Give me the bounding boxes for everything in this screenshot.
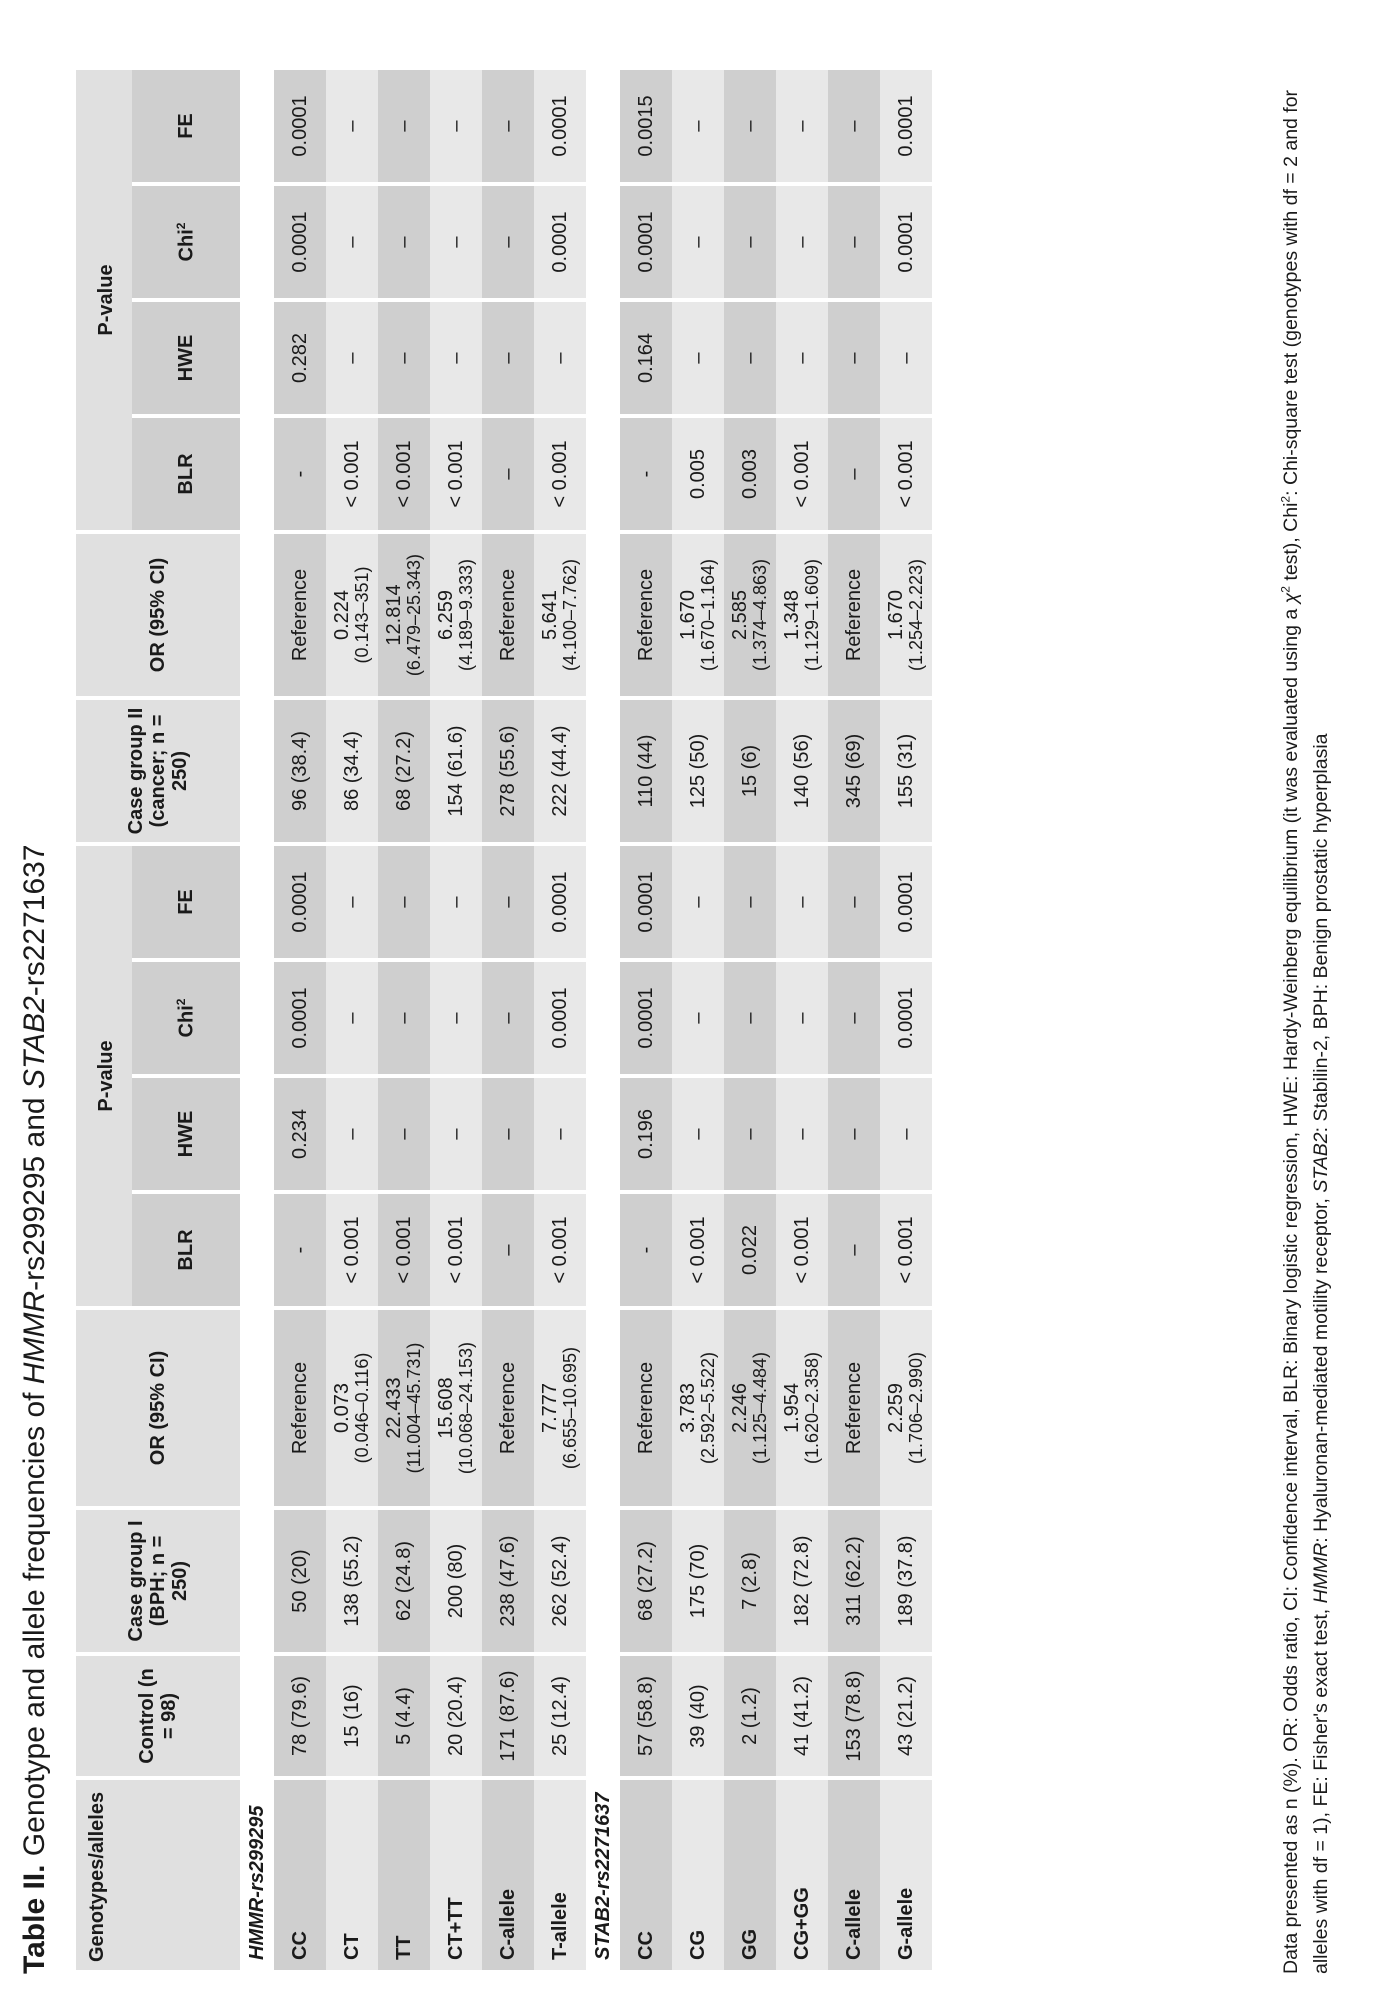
cell-chi2: 0.0001: [620, 186, 672, 298]
cell-case1: 50 (20): [274, 1510, 326, 1652]
or-value: Reference: [497, 1361, 519, 1455]
footnote-part1: Data presented as n (%). OR: Odds ratio, CI: Confidence interval, BLR: Binary logistic regression, HWE: Hardy-Weinberg equilibrium (it was evaluated using a: [1280, 608, 1302, 1974]
cell-case1: 238 (47.6): [482, 1510, 534, 1652]
cell-blr1: < 0.001: [378, 1194, 430, 1306]
footnote-hmmr: HMMR: [1310, 1542, 1333, 1604]
cell-hwe2: 0.164: [620, 302, 672, 414]
cell-chi1: –: [672, 962, 724, 1074]
or-value: Reference: [289, 1361, 311, 1455]
cell-or1: [880, 1310, 932, 1506]
cell-case2: 86 (34.4): [326, 700, 378, 842]
cell-chi2: 0.0001: [534, 186, 586, 298]
header-or2: OR (95% CI): [76, 534, 240, 696]
or-ci: (10.068–24.153): [456, 1341, 477, 1475]
header-pvalue1: P-value: [76, 846, 132, 1306]
header-pvalue2: P-value: [76, 70, 132, 530]
cell-fe1: –: [724, 846, 776, 958]
header-fe2: FE: [132, 70, 240, 182]
cell-case1: 62 (24.8): [378, 1510, 430, 1652]
caption-label: Table II.: [18, 1864, 51, 1974]
cell-fe1: –: [430, 846, 482, 958]
header-chi1-label: Chi: [175, 1005, 198, 1038]
header-control: Control (n = 98): [76, 1656, 240, 1776]
cell-fe2: –: [776, 70, 828, 182]
cell-blr1: < 0.001: [880, 1194, 932, 1306]
genotype-cell: C-allele: [482, 1780, 534, 1970]
cell-or1: [482, 1310, 534, 1506]
cell-fe1: –: [828, 846, 880, 958]
footnote-chi-symbol: χ: [1280, 592, 1302, 604]
cell-case1: 7 (2.8): [724, 1510, 776, 1652]
cell-blr2: 0.005: [672, 418, 724, 530]
footnote-part5: : Stabilin-2, BPH: Benign prostatic hyperplasia: [1310, 733, 1333, 1133]
cell-case1: 189 (37.8): [880, 1510, 932, 1652]
or-value: 1.670: [885, 589, 908, 641]
cell-blr2: 0.003: [724, 418, 776, 530]
cell-hwe2: –: [880, 302, 932, 414]
cell-case2: 140 (56): [776, 700, 828, 842]
footnote-part3: : Chi-square test (genotypes with df = 2 and for alleles with df = 1), FE: Fisher's exact test,: [1280, 89, 1333, 1974]
cell-or2: [828, 534, 880, 696]
cell-case1: 262 (52.4): [534, 1510, 586, 1652]
or-ci: (2.592–5.522): [698, 1351, 719, 1465]
caption-snp1: -rs299295 and: [18, 1097, 51, 1291]
cell-or1: [672, 1310, 724, 1506]
or-ci: (1.129–1.609): [802, 558, 823, 672]
or-ci: (4.100–7.762): [560, 558, 581, 672]
table-row: [430, 70, 482, 1970]
footnote-stab2: STAB2: [1310, 1132, 1333, 1193]
cell-fe2: 0.0001: [880, 70, 932, 182]
cell-control: 57 (58.8): [620, 1656, 672, 1776]
header-chi1-sup: 2: [173, 998, 188, 1006]
table-row: [724, 70, 776, 1970]
rotated-page: [8, 26, 1388, 1986]
table-row: [482, 70, 534, 1970]
genotype-cell: CC: [274, 1780, 326, 1970]
cell-case2: 96 (38.4): [274, 700, 326, 842]
cell-or1: [724, 1310, 776, 1506]
or-ci: (6.479–25.343): [404, 553, 425, 677]
genotype-cell: T-allele: [534, 1780, 586, 1970]
cell-control: 20 (20.4): [430, 1656, 482, 1776]
or-value: 1.670: [677, 589, 700, 641]
genotype-cell: TT: [378, 1780, 430, 1970]
cell-hwe1: –: [326, 1078, 378, 1190]
or-value: 0.224: [331, 589, 354, 641]
cell-fe2: –: [828, 70, 880, 182]
cell-hwe1: –: [880, 1078, 932, 1190]
or-value: Reference: [843, 568, 865, 662]
cell-fe2: –: [724, 70, 776, 182]
or-ci: (4.189–9.333): [456, 558, 477, 672]
cell-case1: 175 (70): [672, 1510, 724, 1652]
cell-or1: [378, 1310, 430, 1506]
cell-case2: 278 (55.6): [482, 700, 534, 842]
cell-blr2: –: [828, 418, 880, 530]
header-hwe1: HWE: [132, 1078, 240, 1190]
cell-case1: 138 (55.2): [326, 1510, 378, 1652]
cell-or1: [534, 1310, 586, 1506]
cell-or2: [672, 534, 724, 696]
section-title: HMMR-rs299295: [240, 70, 274, 1970]
or-value: 3.783: [677, 1382, 700, 1434]
cell-hwe2: –: [724, 302, 776, 414]
cell-case2: 345 (69): [828, 700, 880, 842]
cell-chi2: –: [482, 186, 534, 298]
cell-case2: 68 (27.2): [378, 700, 430, 842]
table-footnote: [1276, 74, 1336, 1974]
cell-or2: [430, 534, 482, 696]
table-row: [326, 70, 378, 1970]
cell-blr2: < 0.001: [880, 418, 932, 530]
or-value: Reference: [289, 568, 311, 662]
cell-hwe2: 0.282: [274, 302, 326, 414]
cell-case2: 154 (61.6): [430, 700, 482, 842]
cell-chi1: –: [378, 962, 430, 1074]
cell-control: 153 (78.8): [828, 1656, 880, 1776]
cell-fe1: –: [326, 846, 378, 958]
caption-text: Genotype and allele frequencies of: [18, 1392, 51, 1857]
header-case2: Case group II (cancer; n = 250): [76, 700, 240, 842]
cell-fe1: 0.0001: [620, 846, 672, 958]
cell-or1: [274, 1310, 326, 1506]
cell-blr2: < 0.001: [378, 418, 430, 530]
cell-hwe2: –: [672, 302, 724, 414]
or-ci: (1.125–4.484): [750, 1351, 771, 1465]
or-value: 6.259: [435, 589, 458, 641]
cell-fe1: 0.0001: [880, 846, 932, 958]
genotype-cell: G-allele: [880, 1780, 932, 1970]
cell-blr1: -: [274, 1194, 326, 1306]
cell-hwe1: –: [776, 1078, 828, 1190]
caption-gene1: HMMR: [18, 1290, 51, 1385]
cell-control: 2 (1.2): [724, 1656, 776, 1776]
header-genotypes: Genotypes/alleles: [76, 1780, 240, 1970]
cell-hwe2: –: [326, 302, 378, 414]
cell-hwe1: –: [482, 1078, 534, 1190]
cell-or2: [620, 534, 672, 696]
cell-or1: [326, 1310, 378, 1506]
cell-fe2: 0.0001: [534, 70, 586, 182]
cell-chi2: –: [326, 186, 378, 298]
table-row: [776, 70, 828, 1970]
table-row: [378, 70, 430, 1970]
cell-blr2: -: [274, 418, 326, 530]
cell-or2: [378, 534, 430, 696]
section-title: STAB2-rs2271637: [586, 70, 620, 1970]
or-value: 2.585: [729, 589, 752, 641]
caption-gene2: STAB2: [18, 996, 51, 1090]
cell-case2: 15 (6): [724, 700, 776, 842]
cell-case2: 125 (50): [672, 700, 724, 842]
cell-chi2: –: [430, 186, 482, 298]
table-row: [274, 70, 326, 1970]
cell-blr1: < 0.001: [672, 1194, 724, 1306]
cell-or1: [430, 1310, 482, 1506]
table-row: [620, 70, 672, 1970]
or-ci: (11.004–45.731): [404, 1342, 425, 1474]
cell-blr1: –: [828, 1194, 880, 1306]
footnote-chi-sup1: 2: [1278, 586, 1293, 593]
cell-control: 39 (40): [672, 1656, 724, 1776]
cell-hwe1: –: [828, 1078, 880, 1190]
genotype-cell: CG+GG: [776, 1780, 828, 1970]
cell-hwe2: –: [828, 302, 880, 414]
cell-chi2: –: [672, 186, 724, 298]
or-ci: (1.706–2.990): [906, 1351, 927, 1465]
or-ci: (1.374–4.863): [750, 558, 771, 672]
caption-snp2: -rs2271637: [18, 844, 51, 997]
or-ci: (6.655–10.695): [560, 1346, 581, 1470]
cell-fe2: –: [378, 70, 430, 182]
cell-control: 25 (12.4): [534, 1656, 586, 1776]
cell-control: 43 (21.2): [880, 1656, 932, 1776]
cell-hwe1: –: [378, 1078, 430, 1190]
cell-blr2: < 0.001: [776, 418, 828, 530]
or-value: 22.433: [383, 1377, 406, 1439]
genotype-cell: CT: [326, 1780, 378, 1970]
cell-hwe2: –: [776, 302, 828, 414]
header-chi2-sup: 2: [173, 222, 188, 230]
cell-or2: [482, 534, 534, 696]
table-row: [828, 70, 880, 1970]
or-value: 7.777: [539, 1382, 562, 1434]
cell-hwe2: –: [482, 302, 534, 414]
cell-blr2: < 0.001: [326, 418, 378, 530]
cell-chi1: –: [828, 962, 880, 1074]
table-row: [672, 70, 724, 1970]
cell-hwe2: –: [534, 302, 586, 414]
cell-fe2: –: [430, 70, 482, 182]
cell-fe1: –: [482, 846, 534, 958]
cell-chi1: 0.0001: [274, 962, 326, 1074]
genotype-cell: C-allele: [828, 1780, 880, 1970]
header-chi2-label: Chi: [175, 229, 198, 262]
cell-blr1: < 0.001: [776, 1194, 828, 1306]
cell-or1: [828, 1310, 880, 1506]
or-ci: (1.620–2.358): [802, 1351, 823, 1465]
or-value: 1.954: [781, 1382, 804, 1434]
cell-or2: [326, 534, 378, 696]
cell-or2: [724, 534, 776, 696]
cell-blr2: < 0.001: [534, 418, 586, 530]
cell-case1: 311 (62.2): [828, 1510, 880, 1652]
cell-fe2: –: [326, 70, 378, 182]
cell-or1: [620, 1310, 672, 1506]
cell-control: 171 (87.6): [482, 1656, 534, 1776]
cell-control: 5 (4.4): [378, 1656, 430, 1776]
cell-chi1: 0.0001: [534, 962, 586, 1074]
cell-or1: [776, 1310, 828, 1506]
section-header-row: [586, 70, 620, 1970]
or-value: 5.641: [539, 589, 562, 641]
cell-case1: 68 (27.2): [620, 1510, 672, 1652]
genotype-cell: CG: [672, 1780, 724, 1970]
cell-fe1: 0.0001: [274, 846, 326, 958]
cell-hwe1: –: [430, 1078, 482, 1190]
header-or1: OR (95% CI): [76, 1310, 240, 1506]
cell-control: 15 (16): [326, 1656, 378, 1776]
cell-hwe1: –: [534, 1078, 586, 1190]
cell-fe1: 0.0001: [534, 846, 586, 958]
cell-or2: [776, 534, 828, 696]
cell-or2: [880, 534, 932, 696]
header-blr2: BLR: [132, 418, 240, 530]
cell-or2: [274, 534, 326, 696]
cell-chi2: 0.0001: [880, 186, 932, 298]
genotype-cell: GG: [724, 1780, 776, 1970]
cell-chi2: –: [724, 186, 776, 298]
or-value: 2.259: [885, 1382, 908, 1434]
cell-hwe2: –: [378, 302, 430, 414]
cell-hwe1: 0.234: [274, 1078, 326, 1190]
cell-chi1: –: [776, 962, 828, 1074]
footnote-part2: test), Chi: [1280, 502, 1302, 586]
cell-hwe1: –: [724, 1078, 776, 1190]
cell-chi1: –: [482, 962, 534, 1074]
cell-case1: 200 (80): [430, 1510, 482, 1652]
or-value: 15.608: [435, 1377, 458, 1439]
cell-control: 78 (79.6): [274, 1656, 326, 1776]
header-fe1: FE: [132, 846, 240, 958]
cell-chi1: –: [430, 962, 482, 1074]
or-ci: (0.143–351): [352, 566, 373, 664]
or-value: 12.814: [383, 584, 406, 646]
footnote-part4: : Hyaluronan-mediated motility receptor,: [1310, 1198, 1333, 1543]
or-value: Reference: [497, 568, 519, 662]
cell-chi2: –: [828, 186, 880, 298]
cell-blr1: < 0.001: [326, 1194, 378, 1306]
cell-blr1: –: [482, 1194, 534, 1306]
header-case1: Case group I (BPH; n = 250): [76, 1510, 240, 1652]
cell-fe2: –: [672, 70, 724, 182]
or-value: 0.073: [331, 1382, 354, 1434]
cell-fe1: –: [378, 846, 430, 958]
or-value: Reference: [843, 1361, 865, 1455]
cell-case2: 110 (44): [620, 700, 672, 842]
cell-fe1: –: [776, 846, 828, 958]
cell-chi1: 0.0001: [880, 962, 932, 1074]
cell-control: 41 (41.2): [776, 1656, 828, 1776]
genotype-cell: CC: [620, 1780, 672, 1970]
cell-fe2: 0.0001: [274, 70, 326, 182]
cell-fe2: 0.0015: [620, 70, 672, 182]
or-ci: (0.046–0.116): [352, 1352, 373, 1464]
or-ci: (1.670–1.164): [698, 558, 719, 672]
or-value: 2.246: [729, 1382, 752, 1434]
cell-blr1: < 0.001: [534, 1194, 586, 1306]
header-blr1: BLR: [132, 1194, 240, 1306]
header-chi1: [132, 962, 240, 1074]
table-row: [880, 70, 932, 1970]
cell-hwe1: –: [672, 1078, 724, 1190]
genotype-table: [76, 66, 932, 1974]
cell-case2: 155 (31): [880, 700, 932, 842]
cell-chi1: –: [326, 962, 378, 1074]
section-header-row: [240, 70, 274, 1970]
cell-blr1: < 0.001: [430, 1194, 482, 1306]
footnote-chi-sup2: 2: [1278, 495, 1293, 503]
cell-hwe2: –: [430, 302, 482, 414]
cell-chi2: –: [776, 186, 828, 298]
cell-fe2: –: [482, 70, 534, 182]
cell-case2: 222 (44.4): [534, 700, 586, 842]
or-value: 1.348: [781, 589, 804, 641]
header-hwe2: HWE: [132, 302, 240, 414]
cell-or2: [534, 534, 586, 696]
cell-blr2: –: [482, 418, 534, 530]
table-caption: [18, 844, 52, 1974]
cell-blr2: -: [620, 418, 672, 530]
or-value: Reference: [635, 1361, 657, 1455]
table-row: [534, 70, 586, 1970]
cell-blr1: 0.022: [724, 1194, 776, 1306]
cell-blr2: < 0.001: [430, 418, 482, 530]
cell-case1: 182 (72.8): [776, 1510, 828, 1652]
genotype-cell: CT+TT: [430, 1780, 482, 1970]
cell-hwe1: 0.196: [620, 1078, 672, 1190]
or-value: Reference: [635, 568, 657, 662]
cell-blr1: -: [620, 1194, 672, 1306]
header-chi2: [132, 186, 240, 298]
cell-chi1: 0.0001: [620, 962, 672, 1074]
table-body: [240, 70, 932, 1970]
cell-chi1: –: [724, 962, 776, 1074]
cell-fe1: –: [672, 846, 724, 958]
cell-chi2: 0.0001: [274, 186, 326, 298]
or-ci: (1.254–2.223): [906, 558, 927, 672]
cell-chi2: –: [378, 186, 430, 298]
